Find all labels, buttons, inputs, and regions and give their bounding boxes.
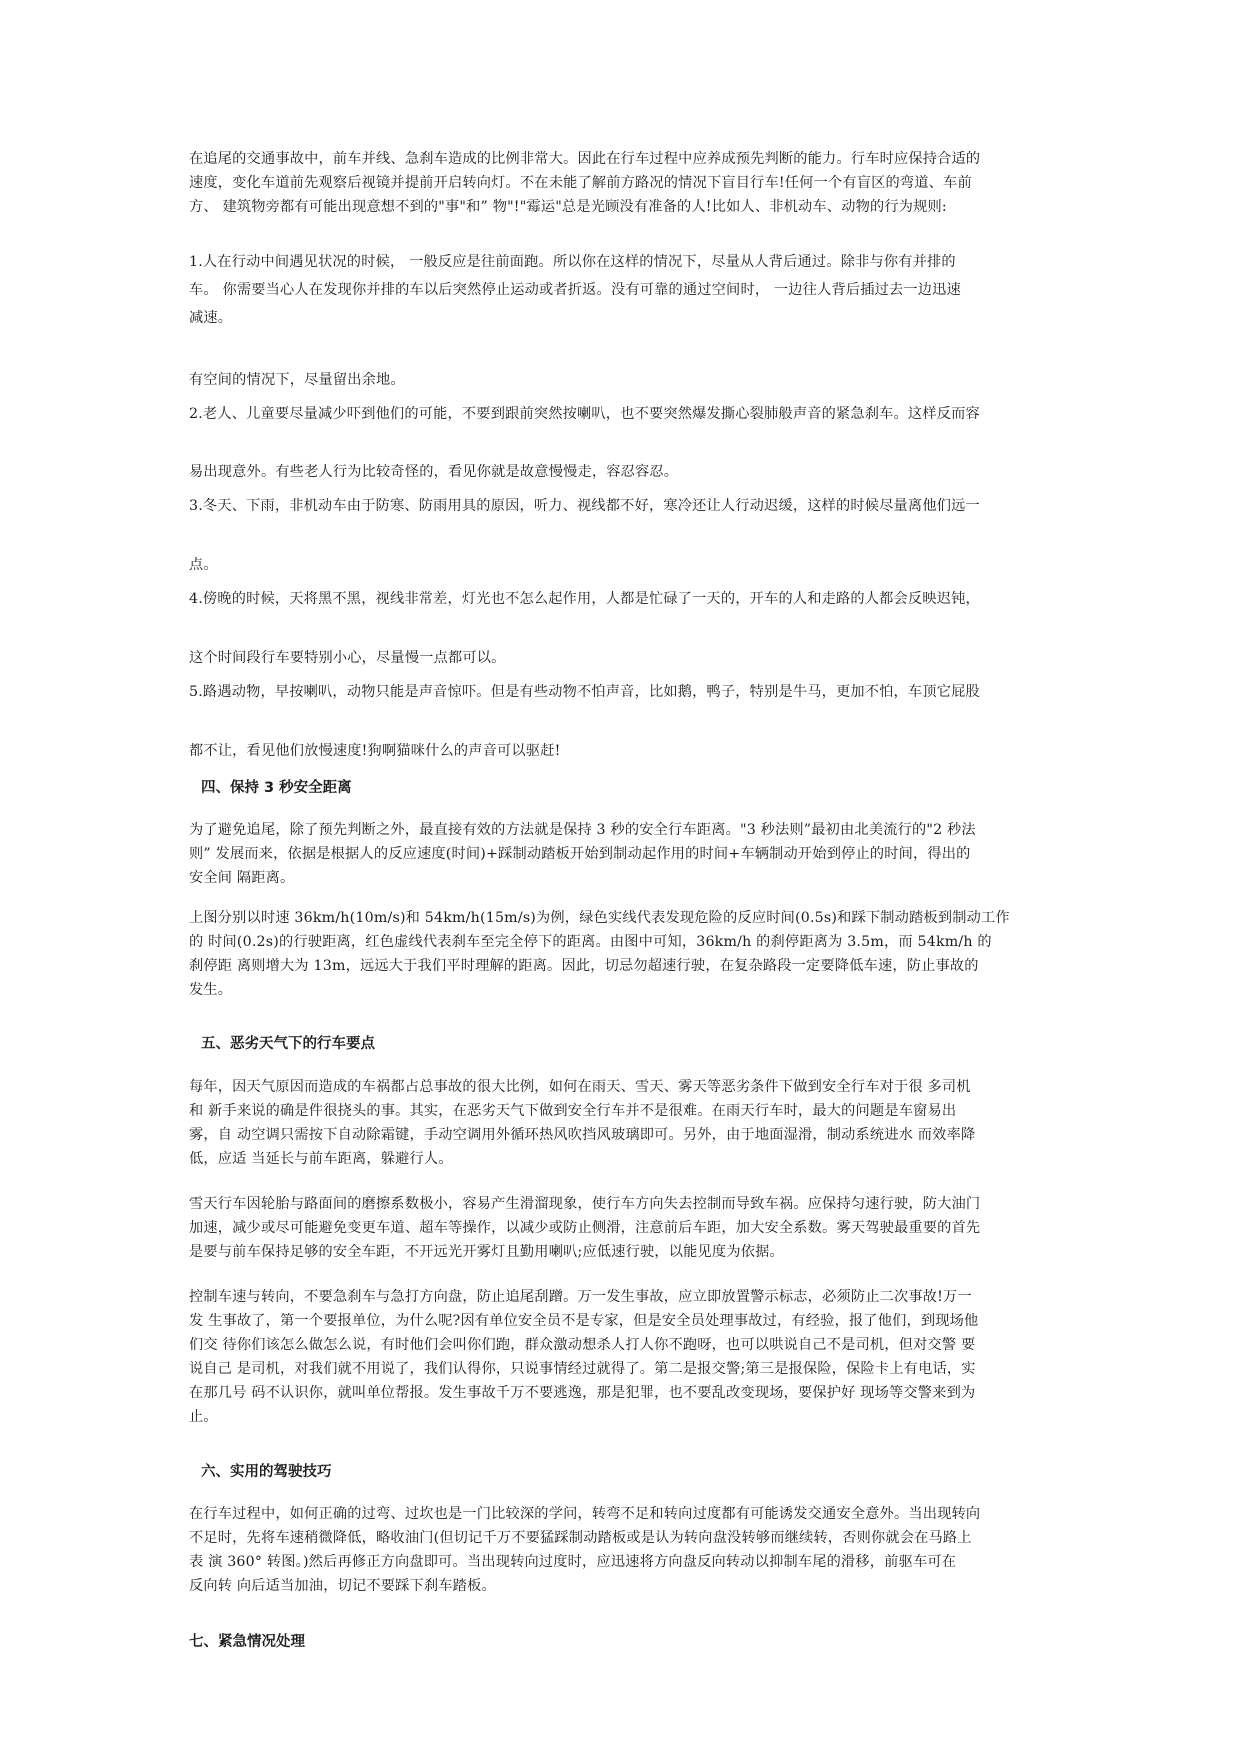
text-line: 发生。	[189, 982, 233, 998]
text-line: 在行车过程中，如何正确的过弯、过坎也是一门比较深的学问，转弯不足和转向过度都有可能诱发交通安全意外。当出现转向	[189, 1506, 981, 1522]
text-line: 速度，变化车道前先观察后视镜并提前开启转向灯。不在未能了解前方路况的情况下盲目行车!任何一个有盲区的弯道、车前	[189, 175, 972, 191]
text-line: 3.冬天、下雨，非机动车由于防寒、防雨用具的原因，听力、视线都不好，寒冷还让人行动迟缓，这样的时候尽量离他们远一	[189, 498, 980, 514]
text-line: 点。	[189, 557, 218, 573]
text-line: 是要与前车保持足够的安全车距，不开远光开雾灯且勤用喇叭;应低速行驶，以能见度为依据。	[189, 1244, 784, 1260]
text-line: 1.人在行动中间遇见状况的时候， 一般反应是往前面跑。所以你在这样的情况下，尽量从人背后通过。除非与你有并排的	[189, 254, 956, 270]
section-4-paragraph-2	[189, 906, 1057, 1002]
section-5-heading: 五、恶劣天气下的行车要点	[201, 1036, 375, 1052]
text-line: 不足时，先将车速稍微降低，略收油门(但切记千万不要猛踩制动踏板或是认为转向盘没转够而继续转，否则你就会在马路上	[189, 1530, 972, 1546]
text-line: 的 时间(0.2s)的行驶距离，红色虚线代表刹车至完全停下的距离。由图中可知，36km/h 的刹停距离为 3.5m，而 54km/h 的	[189, 934, 992, 950]
text-line: 则” 发展而来，依据是根据人的反应速度(时间)+踩制动踏板开始到制动起作用的时间+车辆制动开始到停止的时间，得出的	[189, 846, 971, 862]
rule-4-paragraph	[189, 587, 1057, 611]
rule-1-tail	[189, 368, 1057, 392]
text-line: 车。 你需要当心人在发现你并排的车以后突然停止运动或者折返。没有可靠的通过空间时， 一边往人背后插过去一边迅速	[189, 282, 961, 298]
section-4-paragraph-1	[189, 818, 1057, 890]
section-6-heading: 六、实用的驾驶技巧	[201, 1464, 332, 1480]
rule-1-paragraph	[189, 248, 1057, 332]
text-line: 低，应适 当延长与前车距离，躲避行人。	[189, 1151, 453, 1167]
rule-3-tail	[189, 553, 1057, 577]
text-line: 们交 待你们该怎么做怎么说，有时他们会叫你们跑，群众激动想杀人打人你不跑呀，也可以哄说自己不是司机，但对交警 要	[189, 1337, 976, 1353]
text-line: 方、 建筑物旁都有可能出现意想不到的"事"和” 物"!"霉运"总是光顾没有准备的人!比如人、非机动车、动物的行为规则:	[189, 199, 947, 215]
text-line: 止。	[189, 1409, 218, 1425]
rule-5-paragraph	[189, 680, 1057, 704]
text-line: 5.路遇动物，早按喇叭，动物只能是声音惊吓。但是有些动物不怕声音，比如鹅，鸭子，特别是牛马，更加不怕，车顶它屁股	[189, 684, 980, 700]
intro-paragraph	[189, 147, 1057, 219]
text-line: 2.老人、儿童要尽量减少吓到他们的可能，不要到跟前突然按喇叭，也不要突然爆发撕心裂肺般声音的紧急刹车。这样反而容	[189, 406, 980, 422]
text-line: 控制车速与转向，不要急刹车与急打方向盘，防止追尾刮蹭。万一发生事故，应立即放置警示标志，必须防止二次事故!万一	[189, 1289, 972, 1305]
text-line: 有空间的情况下，尽量留出余地。	[189, 372, 405, 388]
section-5-paragraph-3	[189, 1285, 1057, 1429]
section-4-heading: 四、保持 3 秒安全距离	[201, 780, 352, 796]
text-line: 刹停距 离则增大为 13m，远远大于我们平时理解的距离。因此，切忌勿超速行驶，在复杂路段一定要降低车速，防止事故的	[189, 958, 979, 974]
text-line: 每年，因天气原因而造成的车祸都占总事故的很大比例，如何在雨天、雪天、雾天等恶劣条件下做到安全行车对于很 多司机	[189, 1079, 971, 1095]
text-line: 加速，减少或尽可能避免变更车道、超车等操作，以减少或防止侧滑，注意前后车距，加大安全系数。雾天驾驶最重要的首先	[189, 1220, 981, 1236]
text-line: 为了避免追尾，除了预先判断之外，最直接有效的方法就是保持 3 秒的安全行车距离。"3 秒法则”最初由北美流行的"2 秒法	[189, 822, 976, 838]
text-line: 和 新手来说的确是件很挠头的事。其实，在恶劣天气下做到安全行车并不是很难。在雨天行车时，最大的问题是车窗易出	[189, 1103, 957, 1119]
text-line: 发 生事故了，第一个要报单位，为什么呢?因有单位安全员不是专家，但是安全员处理事故过，有经验，报了他们，到现场他	[189, 1313, 979, 1329]
rule-5-tail	[189, 739, 1057, 763]
text-line: 雪天行车因轮胎与路面间的磨擦系数极小，容易产生滑溜现象，使行车方向失去控制而导致车祸。应保持匀速行驶，防大油门	[189, 1196, 981, 1212]
rule-2-paragraph	[189, 402, 1057, 426]
rule-4-tail	[189, 646, 1057, 670]
text-line: 安全间 隔距离。	[189, 870, 295, 886]
section-6-paragraph-1	[189, 1502, 1057, 1598]
section-5-paragraph-1	[189, 1075, 1057, 1171]
text-line: 反向转 向后适当加油，切记不要踩下刹车踏板。	[189, 1578, 496, 1594]
section-7-heading: 七、紧急情况处理	[189, 1634, 305, 1650]
text-line: 雾，自 动空调只需按下自动除霜键，手动空调用外循环热风吹挡风玻璃即可。另外，由于地面湿滑，制动系统进水 而效率降	[189, 1127, 976, 1143]
section-5-paragraph-2	[189, 1192, 1057, 1264]
text-line: 这个时间段行车要特别小心，尽量慢一点都可以。	[189, 650, 506, 666]
text-line: 在追尾的交通事故中，前车并线、急刹车造成的比例非常大。因此在行车过程中应养成预先判断的能力。行车时应保持合适的	[189, 151, 981, 167]
text-line: 易出现意外。有些老人行为比较奇怪的，看见你就是故意慢慢走，容忍容忍。	[189, 464, 679, 480]
text-line: 都不让，看见他们放慢速度!狗啊猫咪什么的声音可以驱赶!	[189, 743, 561, 759]
text-line: 说自己 是司机，对我们就不用说了，我们认得你，只说事情经过就得了。第二是报交警;第三是报保险，保险卡上有电话，实	[189, 1361, 976, 1377]
text-line: 表 演 360° 转图。)然后再修正方向盘即可。当出现转向过度时，应迅速将方向盘反向转动以抑制车尾的滑移，前驱车可在	[189, 1554, 957, 1570]
text-line: 在那几号 码不认识你，就叫单位帮报。发生事故千万不要逃逸，那是犯罪，也不要乱改变现场，要保护好 现场等交警来到为	[189, 1385, 976, 1401]
text-line: 4.傍晚的时候，天将黑不黑，视线非常差，灯光也不怎么起作用，人都是忙碌了一天的，开车的人和走路的人都会反映迟钝，	[189, 591, 980, 607]
text-line: 上图分别以时速 36km/h(10m/s)和 54km/h(15m/s)为例，绿色实线代表发现危险的反应时间(0.5s)和踩下制动踏板到制动工作	[189, 910, 1010, 926]
rule-2-tail	[189, 460, 1057, 484]
rule-3-paragraph	[189, 494, 1057, 518]
text-line: 减速。	[189, 310, 233, 326]
